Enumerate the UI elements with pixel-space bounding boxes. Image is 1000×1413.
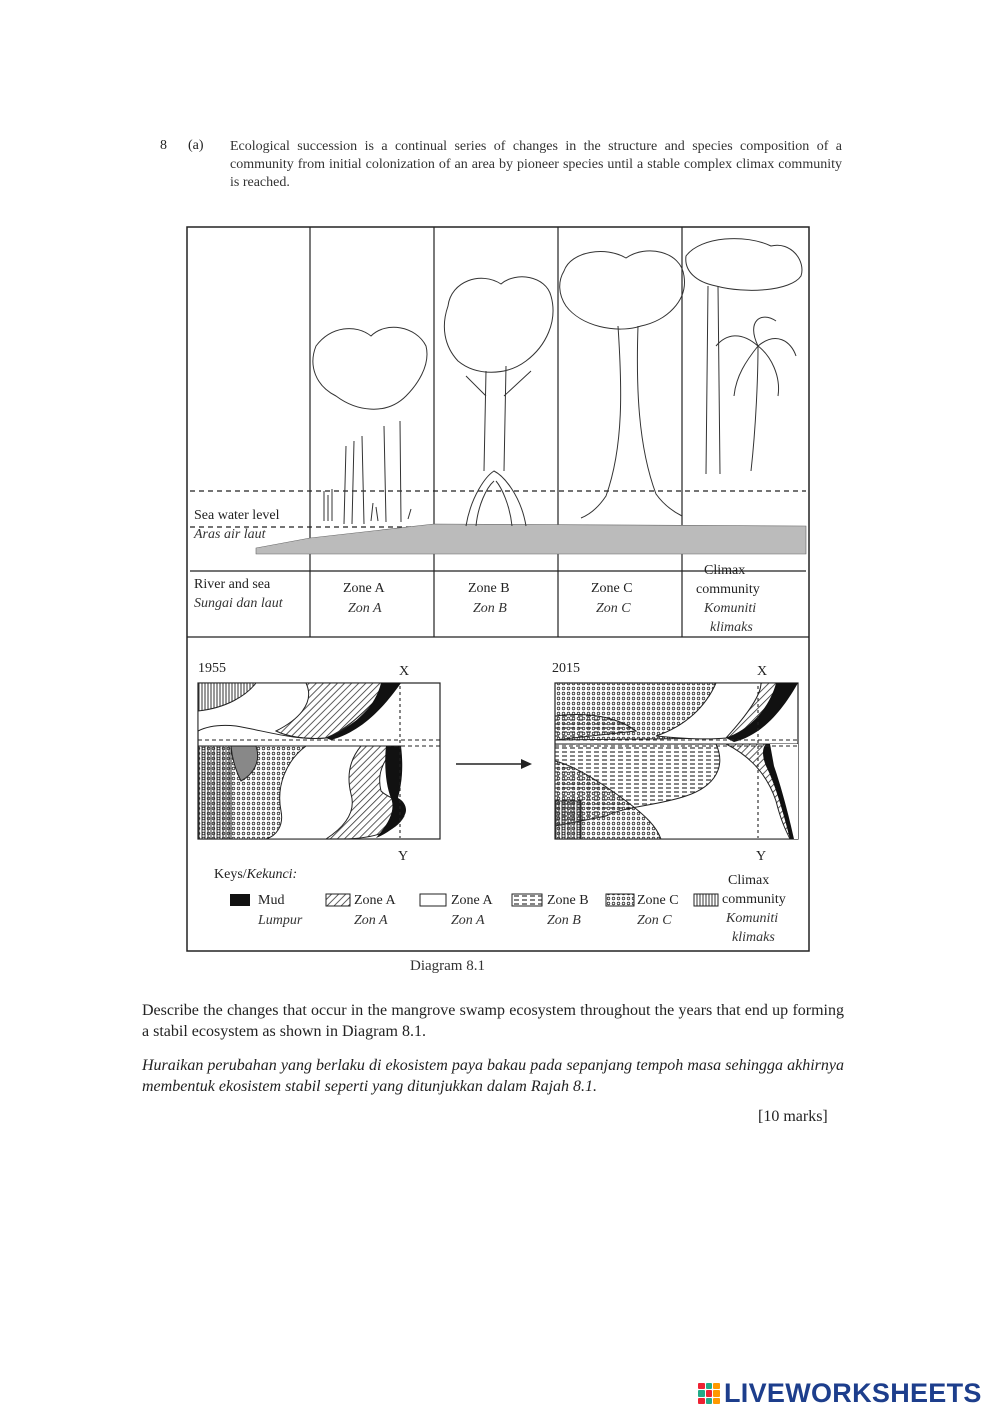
marks-label: [10 marks] [758,1108,828,1125]
legend-title: Keys/Kekunci: [214,867,298,882]
svg-text:Zon B: Zon B [547,913,581,928]
zone-label-a: Zone A [343,581,385,596]
svg-text:Zon A: Zon A [354,913,388,928]
svg-text:2015: 2015 [552,661,580,676]
zone-label-river-ms: Sungai dan laut [194,596,283,611]
zone-label-river: River and sea [194,577,271,592]
time-arrow [456,759,532,769]
zone-label-c: Zone C [591,581,633,596]
svg-text:Y: Y [398,849,409,864]
question-prompt-en: Describe the changes that occur in the mangrove swamp ecosystem throughout the years that end up forming a stabil ecosystem as shown in Diagram 8.1. [142,1002,844,1040]
question-part: (a) [188,138,204,153]
legend-mud: Mud [258,893,285,908]
zone-b-tree [444,277,553,526]
map-1955 [198,661,440,864]
legend-climax: Climax community [722,873,786,907]
svg-text:X: X [399,664,410,679]
svg-text:Y: Y [756,849,767,864]
climax-trees [686,239,802,474]
liveworksheets-logo [698,1378,982,1409]
liveworksheets-icon [698,1383,720,1405]
zone-label-a-ms: Zon A [348,601,382,616]
svg-text:Zon A: Zon A [451,913,485,928]
zone-label-b-ms: Zon B [473,601,507,616]
brand-name: LIVEWORKSHEETS [724,1378,982,1408]
zone-a-trees [313,327,427,524]
legend-zone-a-hatch: Zone A [354,893,396,908]
zone-label-climax: Climax community [696,563,760,597]
question-number: 8 [160,138,167,153]
svg-text:1955: 1955 [198,661,226,676]
succession-diagram [186,226,810,952]
zone-label-c-ms: Zon C [596,601,631,616]
zone-label-climax-ms: Komuniti klimaks [704,601,757,635]
question-intro: Ecological succession is a continual series of changes in the structure and species composition of a community from initial colonization of an area by pioneer species until a stable complex climax community is reached. [230,139,842,190]
legend [214,867,786,945]
svg-text:Lumpur: Lumpur [258,913,303,928]
svg-text:Komunitiklimaks: Komuniti klimaks [726,911,779,945]
legend-zone-c: Zone C [637,893,679,908]
legend-zone-b: Zone B [547,893,589,908]
question-prompt-ms: Huraikan perubahan yang berlaku di ekosistem paya bakau pada sepanjang tempoh masa sehingga akhirnya membentuk ekosistem stabil seperti yang ditunjukkan dalam Rajah 8.1. [142,1057,844,1095]
diagram-caption: Diagram 8.1 [410,958,485,974]
svg-text:X: X [757,664,768,679]
map-2015 [552,661,798,864]
legend-zone-a-white: Zone A [451,893,493,908]
svg-text:Zon C: Zon C [637,913,672,928]
sea-level-label-ms: Aras air laut [194,527,266,542]
zone-label-b: Zone B [468,581,510,596]
zone-c-tree [560,251,685,518]
sea-level-label: Sea water level [194,508,280,523]
